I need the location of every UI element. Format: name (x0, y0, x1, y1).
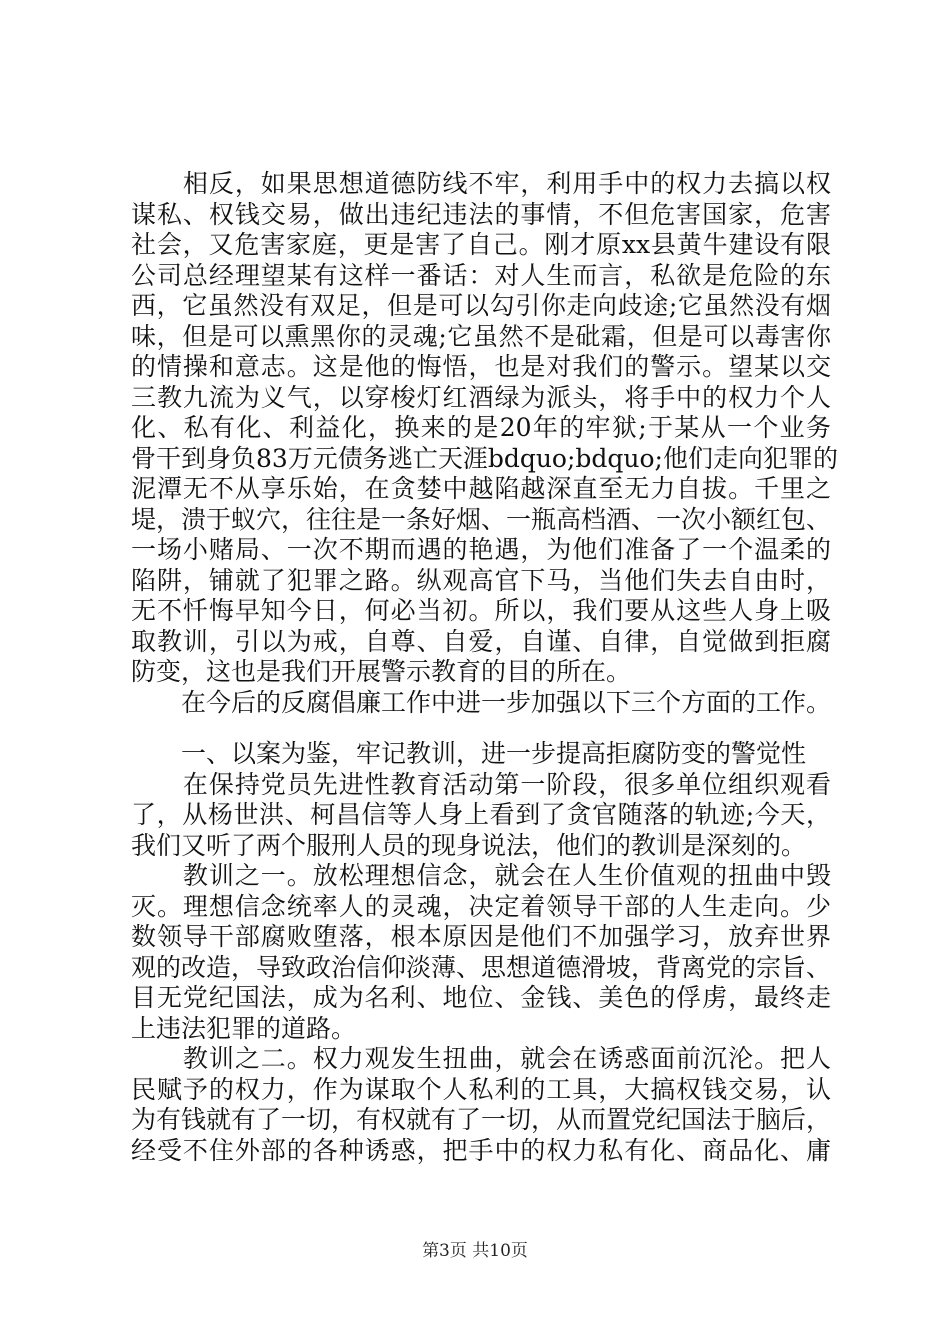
body-text-line: 取教训，引以为戒，自尊、自爱，自谨、自律，自觉做到拒腐 (131, 626, 831, 656)
body-text-line: 谋私、权钱交易，做出违纪违法的事情，不但危害国家，危害 (131, 199, 831, 229)
body-text-line: 目无党纪国法，成为名利、地位、金钱、美色的俘虏，最终走 (131, 983, 831, 1013)
body-text-line: 西，它虽然没有双足，但是可以勾引你走向歧途;它虽然没有烟 (131, 291, 831, 320)
body-text-line: 在保持党员先进性教育活动第一阶段，很多单位组织观看 (131, 769, 831, 799)
body-text-line: 经受不住外部的各种诱惑，把手中的权力私有化、商品化、庸 (131, 1135, 831, 1165)
body-text-line: 在今后的反腐倡廉工作中进一步加强以下三个方面的工作。 (131, 687, 832, 717)
body-text-line: 泥潭无不从享乐始，在贪婪中越陷越深直至无力自拔。千里之 (131, 474, 831, 503)
body-text-line: 味，但是可以熏黑你的灵魂;它虽然不是砒霜，但是可以毒害你 (131, 321, 831, 351)
body-text-line: 我们又听了两个服刑人员的现身说法，他们的教训是深刻的。 (131, 830, 807, 860)
body-text-line: 三教九流为义气，以穿梭灯红酒绿为派头，将手中的权力个人 (131, 382, 831, 412)
body-text-line: 化、私有化、利益化，换来的是20年的牢狱;于某从一个业务 (131, 413, 831, 442)
body-text-line: 公司总经理望某有这样一番话：对人生而言，私欲是危险的东 (131, 260, 831, 290)
body-text-line: 灭。理想信念统率人的灵魂，决定着领导干部的人生走向。少 (131, 891, 831, 921)
body-text-line: 民赋予的权力，作为谋取个人私利的工具，大搞权钱交易，认 (131, 1074, 831, 1104)
body-text-line: 上违法犯罪的道路。 (131, 1013, 357, 1043)
page-footer: 第3页 共10页 (422, 1241, 528, 1261)
body-text-line: 教训之一。放松理想信念，就会在人生价值观的扭曲中毁 (131, 861, 831, 891)
body-text-line: 了，从杨世洪、柯昌信等人身上看到了贪官随落的轨迹;今天， (131, 800, 831, 830)
body-text-line: 社会，又危害家庭，更是害了自己。刚才原xx县黄牛建设有限 (131, 230, 831, 259)
body-text-line: 的情操和意志。这是他的悔悟，也是对我们的警示。望某以交 (131, 352, 831, 381)
body-text-line: 相反，如果思想道德防线不牢，利用手中的权力去搞以权 (131, 169, 831, 198)
body-text-line: 数领导干部腐败堕落，根本原因是他们不加强学习，放弃世界 (131, 922, 831, 952)
body-text-line: 为有钱就有了一切，有权就有了一切，从而置党纪国法于脑后， (131, 1105, 832, 1135)
body-text-line: 无不忏悔早知今日，何必当初。所以，我们要从这些人身上吸 (131, 596, 831, 625)
body-text-line: 骨干到身负83万元债务逃亡天涯bdquo;bdquo;他们走向犯罪的 (131, 443, 838, 473)
body-text-line: 观的改造，导致政治信仰淡薄、思想道德滑坡，背离党的宗旨、 (131, 952, 832, 982)
body-text-line: 一场小赌局、一次不期而遇的艳遇，为他们准备了一个温柔的 (131, 535, 831, 564)
body-text-line: 陷阱，铺就了犯罪之路。纵观高官下马，当他们失去自由时， (131, 565, 831, 595)
body-text-line: 防变，这也是我们开展警示教育的目的所在。 (131, 657, 632, 686)
body-text-line: 堤，溃于蚁穴，往往是一条好烟、一瓶高档酒、一次小额红包、 (131, 504, 832, 534)
section-heading: 一、以案为鉴，牢记教训，进一步提高拒腐防变的警觉性 (131, 739, 807, 769)
body-text-line: 教训之二。权力观发生扭曲，就会在诱惑面前沉沦。把人 (131, 1044, 831, 1074)
